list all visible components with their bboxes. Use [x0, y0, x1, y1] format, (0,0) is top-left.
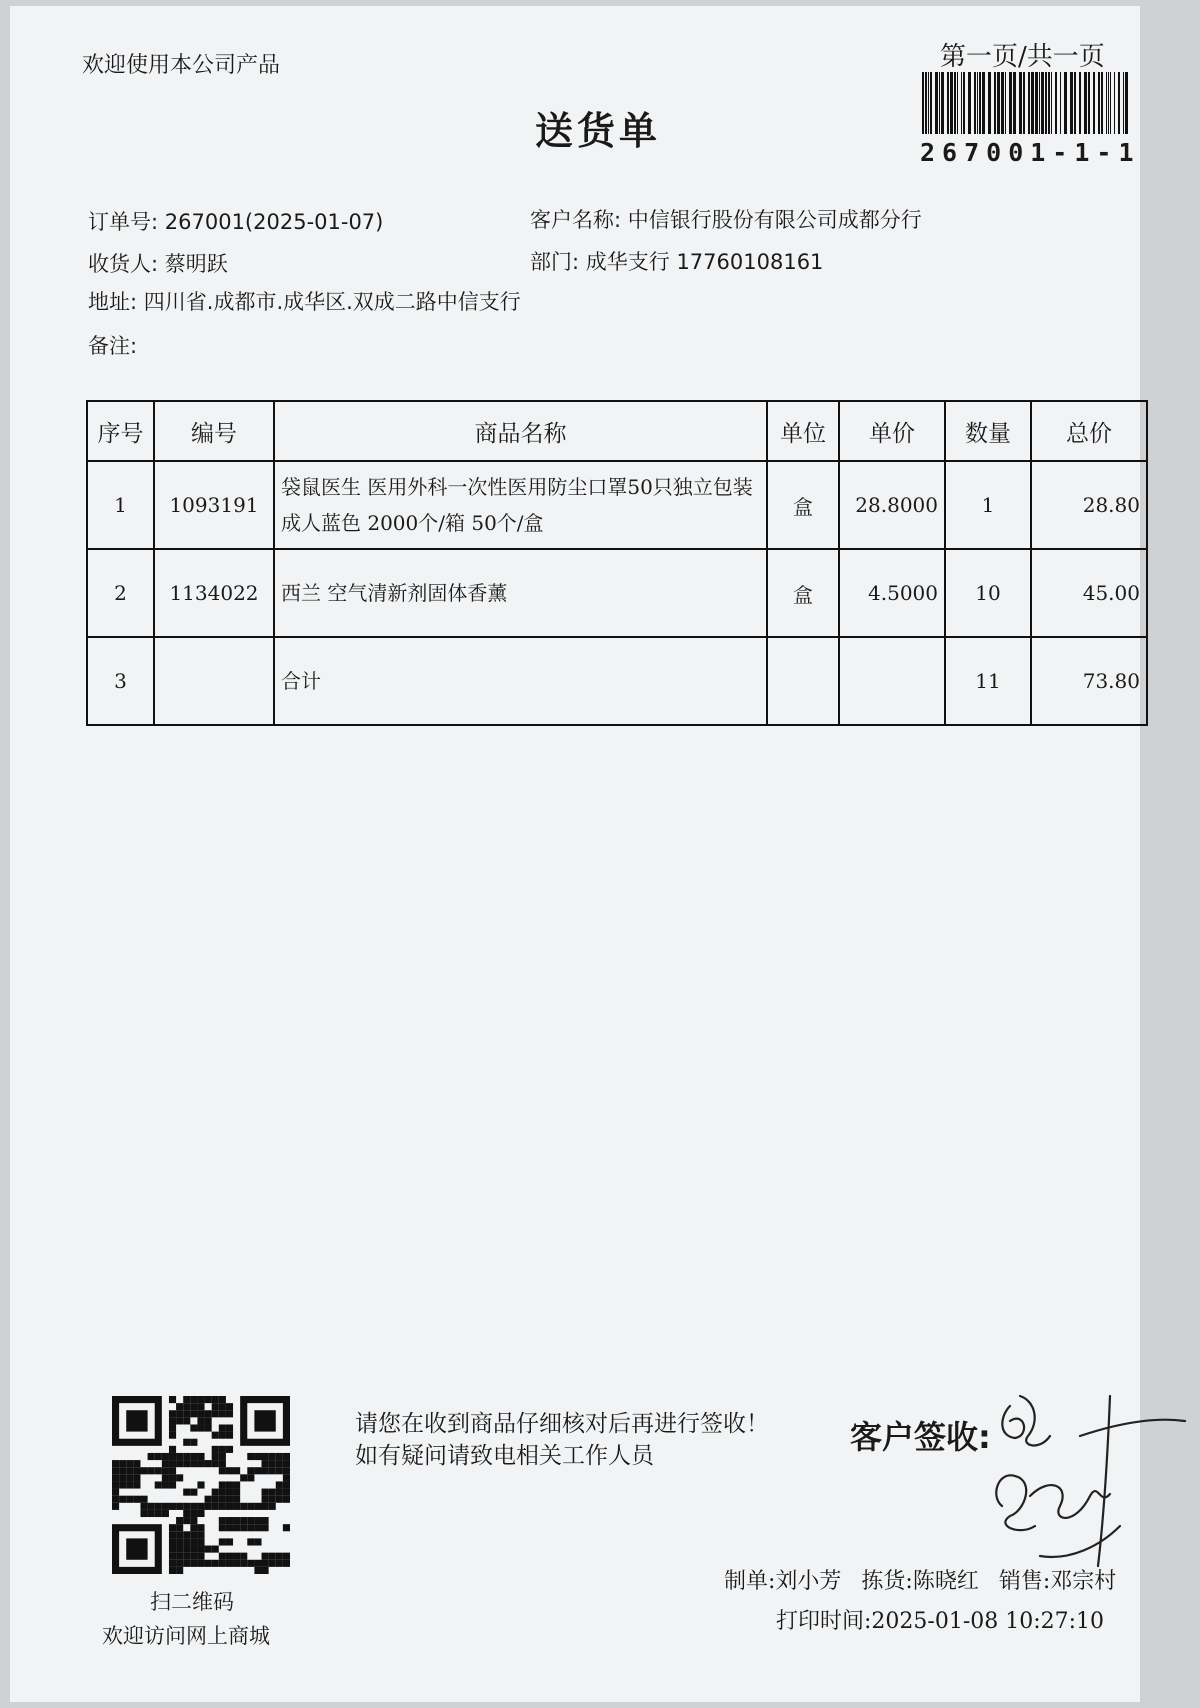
customer-name-label: 客户名称: — [530, 208, 622, 232]
table-row — [87, 549, 1147, 637]
picker-name: 拣货:陈晓红 — [861, 1569, 979, 1594]
address-label: 地址: — [88, 290, 138, 314]
item-unit-price — [839, 637, 945, 725]
item-code: 1093191 — [154, 461, 274, 549]
item-unit-price: 4.5000 — [839, 549, 945, 637]
staff-line — [724, 1564, 1136, 1595]
column-header: 数量 — [945, 401, 1031, 461]
row-number: 2 — [87, 549, 154, 637]
column-header: 编号 — [154, 401, 274, 461]
item-name: 西兰 空气清新剂固体香薰 — [274, 549, 767, 637]
table-header-row — [87, 401, 1147, 461]
column-header: 单价 — [839, 401, 945, 461]
department-value: 成华支行 17760108161 — [585, 250, 824, 274]
qr-code-icon — [112, 1396, 290, 1574]
item-code — [154, 637, 274, 725]
print-time: 打印时间:2025-01-08 10:27:10 — [776, 1609, 1105, 1634]
recipient-label: 收货人: — [88, 252, 159, 276]
customer-name-value: 中信银行股份有限公司成都分行 — [627, 208, 922, 232]
item-unit: 盒 — [767, 461, 839, 549]
item-unit — [767, 637, 839, 725]
items-table — [86, 400, 1148, 726]
customer-sign-label: 客户签收: — [850, 1418, 991, 1456]
order-number-value: 267001(2025-01-07) — [164, 210, 384, 234]
welcome-text: 欢迎使用本公司产品 — [82, 53, 281, 78]
grand-total: 73.80 — [1031, 637, 1147, 725]
maker-name: 制单:刘小芳 — [724, 1569, 842, 1594]
item-unit: 盒 — [767, 549, 839, 637]
qr-caption: 扫二维码 — [150, 1590, 234, 1614]
recipient-value: 蔡明跃 — [164, 252, 228, 276]
remark-field — [88, 330, 137, 360]
column-header: 单位 — [767, 401, 839, 461]
barcode-icon — [920, 72, 1132, 134]
address-field — [88, 286, 521, 316]
item-code: 1134022 — [154, 549, 274, 637]
column-header: 总价 — [1031, 401, 1147, 461]
total-quantity: 11 — [945, 637, 1031, 725]
qr-caption-mall: 欢迎访问网上商城 — [102, 1624, 270, 1648]
barcode-number: 267001-1-1 — [920, 138, 1141, 167]
page-indicator: 第一页/共一页 — [940, 42, 1105, 72]
item-total: 28.80 — [1031, 461, 1147, 549]
table-row-total — [87, 637, 1147, 725]
recipient-field — [88, 248, 228, 278]
item-name: 合计 — [274, 637, 767, 725]
remark-label: 备注: — [88, 334, 138, 358]
item-quantity: 1 — [945, 461, 1031, 549]
order-number-field — [88, 206, 383, 236]
item-name: 袋鼠医生 医用外科一次性医用防尘口罩50只独立包装成人蓝色 2000个/箱 50个/盒 — [274, 461, 767, 549]
item-unit-price: 28.8000 — [839, 461, 945, 549]
handwritten-signature — [980, 1376, 1190, 1586]
column-header: 序号 — [87, 401, 154, 461]
table-row — [87, 461, 1147, 549]
seller-name: 销售:邓宗村 — [998, 1569, 1117, 1594]
item-total: 45.00 — [1031, 549, 1147, 637]
department-field — [530, 246, 823, 276]
department-label: 部门: — [530, 250, 580, 274]
row-number: 3 — [87, 637, 154, 725]
order-number-label: 订单号: — [88, 210, 159, 234]
address-value: 四川省.成都市.成华区.双成二路中信支行 — [143, 290, 521, 314]
column-header: 商品名称 — [274, 401, 767, 461]
notice-text: 请您在收到商品仔细核对后再进行签收！如有疑问请致电相关工作人员 — [355, 1411, 769, 1469]
row-number: 1 — [87, 461, 154, 549]
customer-name-field — [530, 204, 922, 234]
item-quantity: 10 — [945, 549, 1031, 637]
document-title: 送货单 — [535, 109, 662, 153]
